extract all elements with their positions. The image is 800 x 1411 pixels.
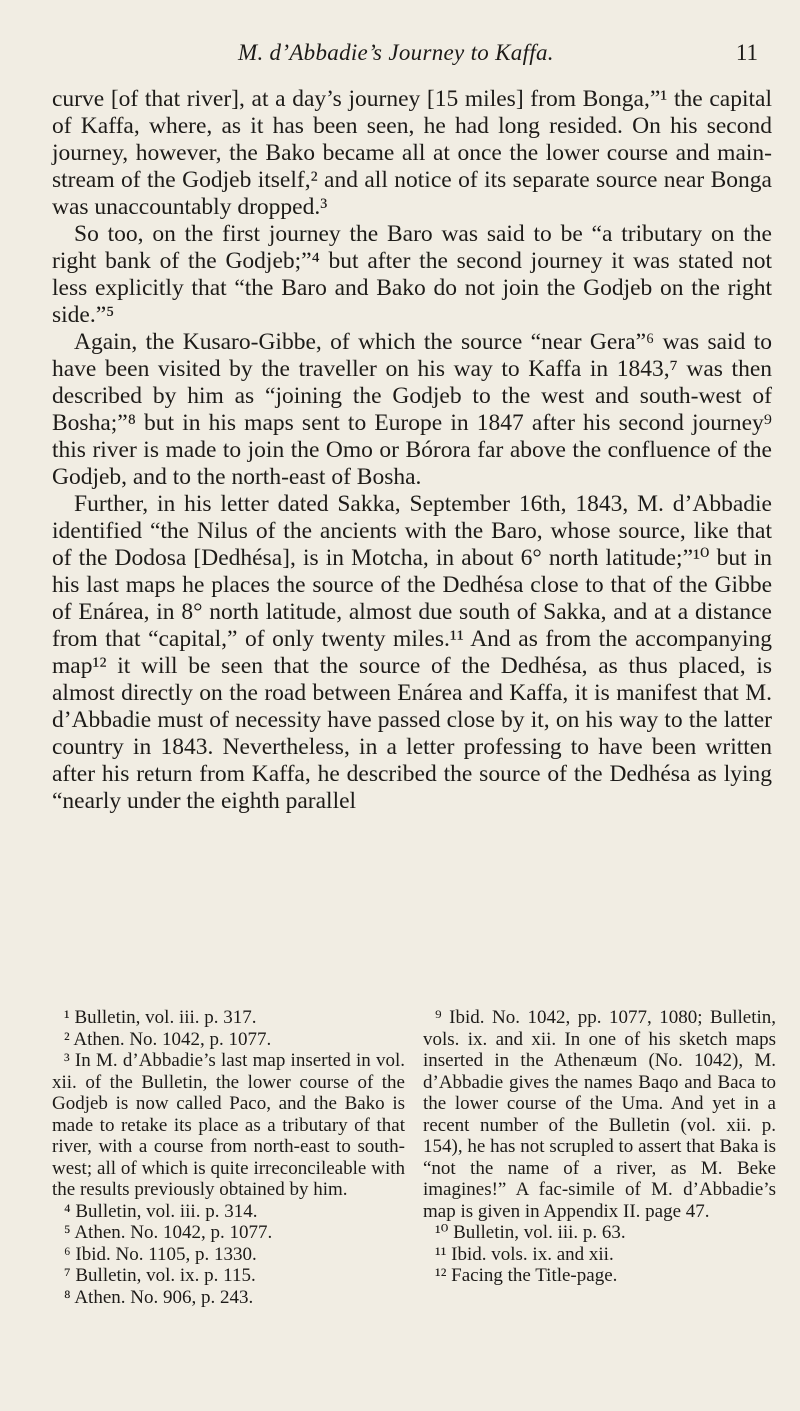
footnote-11: ¹¹ Ibid. vols. ix. and xii. [435,1243,614,1265]
running-title: M. d’Abbadie’s Journey to Kaffa. [238,40,554,65]
footnote-8: ⁸ Athen. No. 906, p. 243. [64,1286,254,1308]
paragraph-1: curve [of that river], at a day’s journey [15 miles] from Bonga,”¹ the capital of Kaffa, where, as it has been seen, he had long resided. On his second journey, however, the Bako became all at once the lower course and main-stream of the Godjeb itself,² and all notice of its separate source near Bonga was unaccountably dropped.³ [52,86,772,220]
footnotes-right-column [423,1007,776,1308]
footnote-10: ¹⁰ Bulletin, vol. iii. p. 63. [435,1222,626,1243]
footnotes [52,1007,776,1308]
footnote-3: ³ In M. d’Abbadie’s last map inserted in vol. xii. of the Bulletin, the lower course of the Godjeb is now called Paco, and the Bako is made to retake its place as a tributary of that river, with a course from north-east to south-west; all of which is quite irreconcileable with the results previously obtained by him. [52,1050,405,1200]
footnote-1: ¹ Bulletin, vol. iii. p. 317. [64,1007,257,1028]
footnote-4: ⁴ Bulletin, vol. iii. p. 314. [64,1200,258,1222]
footnotes-left-column [52,1007,405,1308]
paragraph-3: Again, the Kusaro-Gibbe, of which the source “near Gera”⁶ was said to have been visited by the traveller on his way to Kaffa in 1843,⁷ was then described by him as “joining the Godjeb to the west and south-west of Bosha;”⁸ but in his maps sent to Europe in 1847 after his second journey⁹ this river is made to join the Omo or Bórora far above the confluence of the Godjeb, and to the north-east of Bosha. [52,329,772,490]
paragraph-2: So too, on the first journey the Baro was said to be “a tributary on the right bank of the Godjeb;”⁴ but after the second journey it was stated not less explicitly that “the Baro and Bako do not join the Godjeb on the right side.”⁵ [52,221,772,328]
footnote-12: ¹² Facing the Title-page. [435,1265,618,1286]
footnote-9: ⁹ Ibid. No. 1042, pp. 1077, 1080; Bulletin, vols. ix. and xii. In one of his sketch maps inserted in the Athenæum (No. 1042), M. d’Abbadie gives the names Baqo and Baca to the lower course of the Uma. And yet in a recent number of the Bulletin (vol. xii. p. 154), he has not scrupled to assert that Baka is “not the name of a river, as M. Beke imagines!” A fac-simile of M. d’Abbadie’s map is given in Appendix II. page 47. [423,1007,776,1222]
footnote-2: ² Athen. No. 1042, p. 1077. [64,1028,272,1050]
footnote-7: ⁷ Bulletin, vol. ix. p. 115. [64,1265,256,1286]
page-header [0,40,800,70]
paragraph-4: Further, in his letter dated Sakka, September 16th, 1843, M. d’Abbadie identified “the Nilus of the ancients with the Baro, whose source, like that of the Dodosa [Dedhésa], is in Motcha, in about 6° north latitude;”¹⁰ but in his last maps he places the source of the Dedhésa close to that of the Gibbe of Enárea, in 8° north latitude, almost due south of Sakka, and at a distance from that “capital,” of only twenty miles.¹¹ And as from the accompanying map¹² it will be seen that the source of the Dedhésa, as thus placed, is almost directly on the road between Enárea and Kaffa, it is manifest that M. d’Abbadie must of necessity have passed close by it, on his way to the latter country in 1843. Nevertheless, in a letter professing to have been written after his return from Kaffa, he described the source of the Dedhésa as lying “nearly under the eighth parallel [52,491,772,814]
footnote-5: ⁵ Athen. No. 1042, p. 1077. [64,1222,273,1243]
page-number: 11 [735,40,758,65]
footnote-6: ⁶ Ibid. No. 1105, p. 1330. [64,1243,257,1265]
main-text [52,86,772,815]
